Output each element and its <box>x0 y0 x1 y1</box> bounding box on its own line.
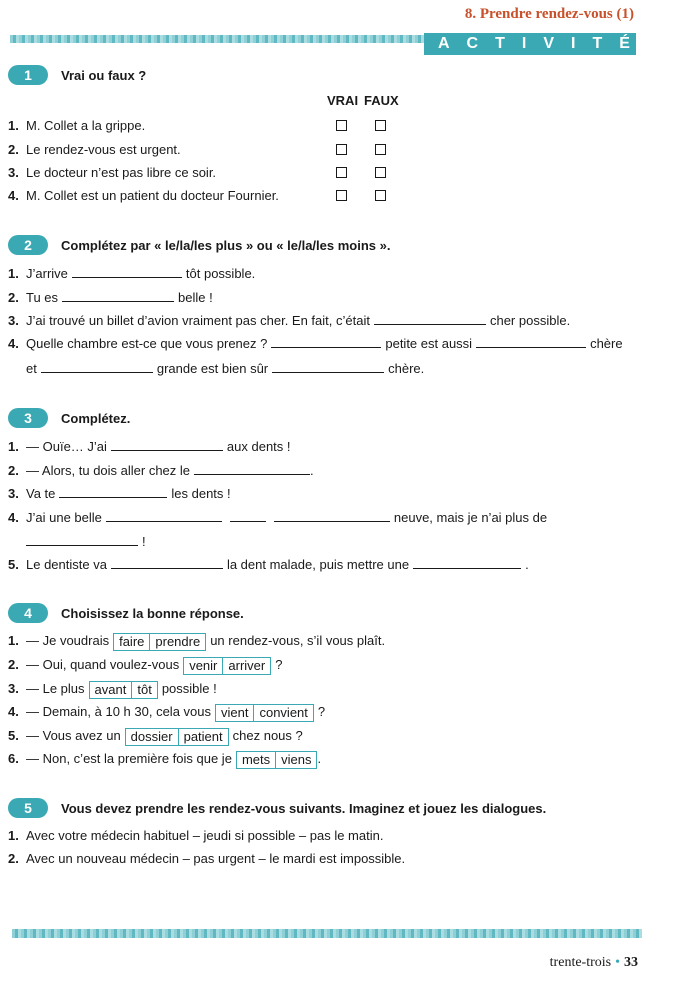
blank-field[interactable] <box>106 508 222 522</box>
section-2-header <box>8 235 390 255</box>
faux-checkbox[interactable] <box>375 144 386 155</box>
section-title: Choisissez la bonne réponse. <box>61 605 244 621</box>
faux-checkbox[interactable] <box>375 120 386 131</box>
list-item-continuation: ! <box>26 532 146 551</box>
list-item: 3. Va te les dents ! <box>8 486 231 501</box>
section-number-badge: 5 <box>8 798 48 818</box>
section-number-badge: 4 <box>8 603 48 623</box>
bullet-icon: • <box>615 955 620 970</box>
choice-option[interactable]: avant <box>94 681 127 697</box>
blank-field[interactable] <box>374 311 486 325</box>
blank-field[interactable] <box>274 508 390 522</box>
list-item: 2. Tu es belle ! <box>8 290 213 305</box>
list-item: 4. Quelle chambre est-ce que vous prenez ? petite est aussi chère <box>8 336 623 351</box>
list-item: 4. J’ai une belle neuve, mais je n’ai plus de <box>8 510 548 525</box>
blank-field[interactable] <box>26 532 138 546</box>
top-decorative-bar <box>10 35 424 43</box>
blank-field[interactable] <box>272 359 384 373</box>
list-item: 5. — Vous avez un dossier patient chez nous ? <box>8 728 303 744</box>
section-title: Vous devez prendre les rendez-vous suivants. Imaginez et jouez les dialogues. <box>61 800 547 816</box>
blank-field[interactable] <box>476 334 586 348</box>
blank-field[interactable] <box>41 359 153 373</box>
choice-box <box>113 633 206 651</box>
list-item: 1. Avec votre médecin habituel – jeudi si possible – pas le matin. <box>8 828 384 843</box>
choice-option[interactable]: faire <box>119 633 145 649</box>
list-item: 1. J’arrive tôt possible. <box>8 266 256 281</box>
list-item: 4. M. Collet est un patient du docteur Fournier. <box>8 188 279 203</box>
choice-box <box>89 681 158 699</box>
choice-option[interactable]: mets <box>241 751 271 767</box>
section-number-badge: 2 <box>8 235 48 255</box>
choice-option[interactable]: vient <box>221 704 249 720</box>
section-number-badge: 3 <box>8 408 48 428</box>
list-item: 2. Le rendez-vous est urgent. <box>8 142 181 157</box>
vrai-checkbox[interactable] <box>336 167 347 178</box>
choice-box <box>215 704 314 722</box>
blank-field[interactable] <box>413 555 521 569</box>
choice-box <box>236 751 318 769</box>
blank-field[interactable] <box>194 461 310 475</box>
list-item: 3. — Le plus avant tôt possible ! <box>8 681 217 697</box>
blank-field[interactable] <box>59 484 167 498</box>
section-number-badge: 1 <box>8 65 48 85</box>
section-5-header <box>8 798 546 818</box>
choice-option[interactable]: dossier <box>130 728 173 744</box>
section-4-header <box>8 603 244 623</box>
choice-option[interactable]: convient <box>253 705 312 721</box>
blank-field[interactable] <box>72 264 182 278</box>
list-item: 2. — Oui, quand voulez-vous venir arriver ? <box>8 657 283 673</box>
faux-checkbox[interactable] <box>375 167 386 178</box>
list-item: 5. Le dentiste va la dent malade, puis mettre une . <box>8 557 529 572</box>
blank-field[interactable] <box>62 288 174 302</box>
activites-banner: ACTIVITÉS <box>424 33 636 55</box>
vrai-checkbox[interactable] <box>336 120 347 131</box>
blank-field[interactable] <box>271 334 381 348</box>
page-number: 33 <box>624 955 638 970</box>
list-item: 3. J’ai trouvé un billet d’avion vraiment pas cher. En fait, c’était cher possible. <box>8 313 571 328</box>
list-item: 6. — Non, c’est la première fois que je mets viens . <box>8 751 322 767</box>
section-1-header <box>8 65 146 85</box>
choice-option[interactable]: arriver <box>222 658 270 674</box>
section-3-header <box>8 408 130 428</box>
choice-box <box>125 728 229 746</box>
choice-option[interactable]: venir <box>189 657 218 673</box>
list-item: 1. — Je voudrais faire prendre un rendez-vous, s’il vous plaît. <box>8 633 386 649</box>
list-item: 2. — Alors, tu dois aller chez le . <box>8 463 314 478</box>
choice-option[interactable]: patient <box>178 729 228 745</box>
list-item: 2. Avec un nouveau médecin – pas urgent – le mardi est impossible. <box>8 851 406 866</box>
list-item: 1. — Ouïe… J’ai aux dents ! <box>8 439 291 454</box>
blank-field[interactable] <box>230 508 266 522</box>
choice-option[interactable]: tôt <box>131 682 156 698</box>
faux-column-header: FAUX <box>364 93 399 108</box>
bottom-decorative-bar <box>12 929 642 938</box>
section-title: Complétez. <box>61 410 131 426</box>
blank-field[interactable] <box>111 555 223 569</box>
list-item-continuation: et grande est bien sûr chère. <box>26 361 425 376</box>
blank-field[interactable] <box>111 437 223 451</box>
page-word: trente-trois <box>549 955 612 970</box>
section-title: Vrai ou faux ? <box>61 67 147 83</box>
vrai-column-header: VRAI <box>327 93 359 108</box>
list-item: 3. Le docteur n’est pas libre ce soir. <box>8 165 217 180</box>
chapter-title: 8. Prendre rendez-vous (1) <box>464 6 634 22</box>
choice-box <box>183 657 271 675</box>
page-footer <box>550 955 638 971</box>
faux-checkbox[interactable] <box>375 190 386 201</box>
section-title: Complétez par « le/la/les plus » ou « le/la/les moins ». <box>61 237 391 253</box>
vrai-checkbox[interactable] <box>336 144 347 155</box>
vrai-checkbox[interactable] <box>336 190 347 201</box>
choice-option[interactable]: prendre <box>149 634 205 650</box>
list-item: 4. — Demain, à 10 h 30, cela vous vient convient ? <box>8 704 326 720</box>
list-item: 1. M. Collet a la grippe. <box>8 118 146 133</box>
choice-option[interactable]: viens <box>275 752 316 768</box>
